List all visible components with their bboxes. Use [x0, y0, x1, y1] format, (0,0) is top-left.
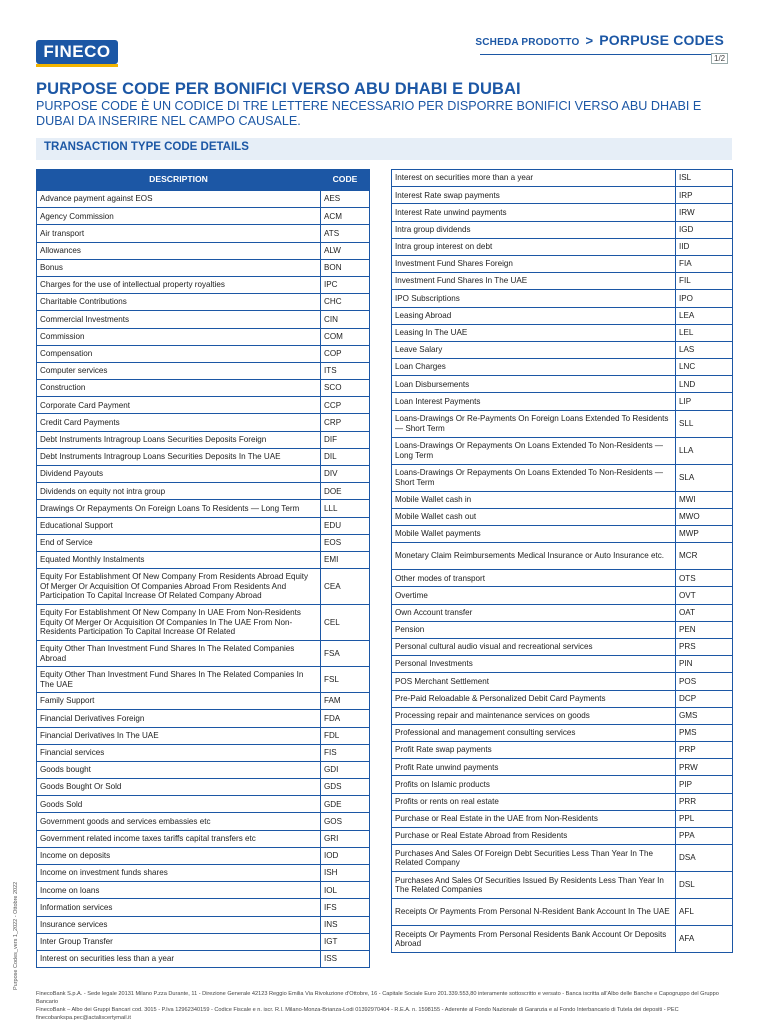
description-cell: Monetary Claim Reimbursements Medical Insurance or Auto Insurance etc.: [392, 543, 676, 570]
description-cell: Personal cultural audio visual and recreational services: [392, 638, 676, 655]
code-cell: DCP: [676, 690, 733, 707]
description-cell: Purchases And Sales Of Securities Issued By Residents Less Than Year In The Related Companies: [392, 872, 676, 899]
code-cell: PPA: [676, 828, 733, 845]
code-cell: IOL: [321, 882, 370, 899]
table-row: [392, 604, 733, 621]
table-row: [37, 517, 370, 534]
description-cell: Corporate Card Payment: [37, 397, 321, 414]
table-row: [392, 290, 733, 307]
code-cell: PMS: [676, 724, 733, 741]
description-cell: Government related income taxes tariffs capital transfers etc: [37, 830, 321, 847]
table-row: [392, 570, 733, 587]
legal-line-1: FinecoBank S.p.A. - Sede legale 20131 Milano P.zza Durante, 11 - Direzione Generale 42123 Reggio Emilia Via Rivoluzione d'Ottobre, 16 - Capitale Sociale Euro 201.339.553,80 interamente sottoscritto e versato - Banca iscritta all'Albo delle Banche e Capogruppo del Gruppo Bancario: [36, 991, 719, 1005]
description-cell: Leasing Abroad: [392, 307, 676, 324]
code-cell: PRS: [676, 638, 733, 655]
code-cell: PRP: [676, 742, 733, 759]
description-cell: Construction: [37, 380, 321, 397]
description-cell: Leave Salary: [392, 341, 676, 358]
description-cell: Investment Fund Shares Foreign: [392, 255, 676, 272]
table-row: [37, 899, 370, 916]
table-row: [37, 345, 370, 362]
code-cell: IGD: [676, 221, 733, 238]
code-cell: OAT: [676, 604, 733, 621]
description-cell: Overtime: [392, 587, 676, 604]
code-cell: MCR: [676, 543, 733, 570]
description-cell: Dividends on equity not intra group: [37, 483, 321, 500]
table-row: [392, 255, 733, 272]
code-cell: IPO: [676, 290, 733, 307]
code-cell: PIN: [676, 656, 733, 673]
table-row: [392, 204, 733, 221]
table-row: [37, 667, 370, 693]
table-row: [37, 362, 370, 379]
description-cell: Own Account transfer: [392, 604, 676, 621]
description-cell: Intra group dividends: [392, 221, 676, 238]
code-cell: DIV: [321, 466, 370, 483]
description-cell: Government goods and services embassies etc: [37, 813, 321, 830]
code-cell: SLA: [676, 464, 733, 491]
table-row: [392, 587, 733, 604]
description-cell: Computer services: [37, 362, 321, 379]
description-cell: Goods Sold: [37, 796, 321, 813]
table-row: [37, 397, 370, 414]
code-cell: PEN: [676, 621, 733, 638]
code-cell: OTS: [676, 570, 733, 587]
description-cell: Commission: [37, 328, 321, 345]
table-row: [37, 916, 370, 933]
code-cell: ACM: [321, 208, 370, 225]
description-cell: Equity For Establishment Of New Company In UAE From Non-Residents Equity Of Merger Or Acquisition Of Companies In The UAE From Non-Residents Participation To Capital Increase Of Related: [37, 605, 321, 641]
table-row: [392, 656, 733, 673]
description-cell: Loan Disbursements: [392, 376, 676, 393]
code-cell: SLL: [676, 410, 733, 437]
code-cell: MWP: [676, 526, 733, 543]
description-cell: IPO Subscriptions: [392, 290, 676, 307]
code-cell: SCO: [321, 380, 370, 397]
table-row: [392, 543, 733, 570]
description-cell: Drawings Or Repayments On Foreign Loans To Residents — Long Term: [37, 500, 321, 517]
code-cell: IRW: [676, 204, 733, 221]
code-cell: EMI: [321, 551, 370, 568]
code-cell: IOD: [321, 847, 370, 864]
code-cell: PRW: [676, 759, 733, 776]
document-version-note: Purpose Codes_vers 1_2022 - Ottobre 2022: [13, 881, 19, 990]
description-cell: Financial services: [37, 744, 321, 761]
description-cell: Commercial Investments: [37, 311, 321, 328]
table-row: [37, 191, 370, 208]
table-row: [37, 847, 370, 864]
code-cell: FSL: [321, 667, 370, 693]
table-row: [37, 276, 370, 293]
description-cell: Loan Interest Payments: [392, 393, 676, 410]
table-row: [392, 410, 733, 437]
table-row: [37, 882, 370, 899]
table-row: [37, 813, 370, 830]
code-cell: ISL: [676, 170, 733, 187]
code-cell: DOE: [321, 483, 370, 500]
table-row: [37, 865, 370, 882]
code-cell: LIP: [676, 393, 733, 410]
table-row: [37, 761, 370, 778]
description-cell: Credit Card Payments: [37, 414, 321, 431]
table-row: [37, 431, 370, 448]
code-cell: DSL: [676, 872, 733, 899]
description-cell: Purchase or Real Estate in the UAE from Non-Residents: [392, 810, 676, 827]
code-cell: PRR: [676, 793, 733, 810]
code-cell: EDU: [321, 517, 370, 534]
table-row: [392, 376, 733, 393]
code-cell: DIF: [321, 431, 370, 448]
code-cell: PPL: [676, 810, 733, 827]
description-cell: Loan Charges: [392, 359, 676, 376]
code-cell: GDI: [321, 761, 370, 778]
table-row: [37, 933, 370, 950]
code-cell: LND: [676, 376, 733, 393]
description-header: DESCRIPTION: [37, 170, 321, 191]
description-cell: Loans-Drawings Or Re-Payments On Foreign Loans Extended To Residents — Short Term: [392, 410, 676, 437]
table-row: [392, 238, 733, 255]
code-cell: FIS: [321, 744, 370, 761]
code-cell: ISS: [321, 950, 370, 967]
section-title: TRANSACTION TYPE CODE DETAILS: [44, 141, 249, 153]
description-cell: Pre-Paid Reloadable & Personalized Debit Card Payments: [392, 690, 676, 707]
code-cell: GDS: [321, 779, 370, 796]
description-cell: Educational Support: [37, 517, 321, 534]
code-cell: CEA: [321, 569, 370, 605]
table-row: [392, 359, 733, 376]
code-cell: ALW: [321, 242, 370, 259]
table-row: [37, 294, 370, 311]
code-cell: OVT: [676, 587, 733, 604]
code-cell: FIA: [676, 255, 733, 272]
table-row: [37, 950, 370, 967]
description-cell: POS Merchant Settlement: [392, 673, 676, 690]
code-cell: GRI: [321, 830, 370, 847]
page-header: [0, 0, 768, 70]
description-cell: Interest Rate swap payments: [392, 187, 676, 204]
code-cell: FAM: [321, 693, 370, 710]
description-cell: Interest on securities less than a year: [37, 950, 321, 967]
page-number: 1/2: [711, 53, 728, 64]
table-row: [392, 324, 733, 341]
description-cell: Charitable Contributions: [37, 294, 321, 311]
description-cell: Personal Investments: [392, 656, 676, 673]
description-cell: Income on investment funds shares: [37, 865, 321, 882]
table-row: [392, 759, 733, 776]
code-cell: CIN: [321, 311, 370, 328]
table-row: [392, 845, 733, 872]
table-row: [37, 414, 370, 431]
description-cell: Profits or rents on real estate: [392, 793, 676, 810]
breadcrumb-section: SCHEDA PRODOTTO: [475, 37, 580, 48]
fineco-logo: FINECO: [36, 40, 118, 64]
code-cell: ITS: [321, 362, 370, 379]
table-row: [392, 187, 733, 204]
description-cell: Leasing In The UAE: [392, 324, 676, 341]
code-cell: BON: [321, 259, 370, 276]
description-cell: Interest Rate unwind payments: [392, 204, 676, 221]
table-header-row: [37, 170, 370, 191]
description-cell: Agency Commission: [37, 208, 321, 225]
code-cell: AES: [321, 191, 370, 208]
table-row: [37, 551, 370, 568]
codes-table-left: [36, 169, 370, 968]
description-cell: Mobile Wallet cash in: [392, 491, 676, 508]
table-row: [392, 810, 733, 827]
code-cell: LLA: [676, 437, 733, 464]
table-row: [37, 744, 370, 761]
code-cell: AFL: [676, 899, 733, 926]
table-row: [392, 690, 733, 707]
table-row: [392, 638, 733, 655]
table-row: [37, 727, 370, 744]
description-cell: Bonus: [37, 259, 321, 276]
description-cell: Income on loans: [37, 882, 321, 899]
code-cell: GDE: [321, 796, 370, 813]
table-row: [37, 500, 370, 517]
table-row: [392, 724, 733, 741]
description-cell: Dividend Payouts: [37, 466, 321, 483]
code-cell: EOS: [321, 534, 370, 551]
table-row: [392, 221, 733, 238]
description-cell: Profits on Islamic products: [392, 776, 676, 793]
table-row: [392, 926, 733, 953]
description-cell: Allowances: [37, 242, 321, 259]
table-row: [37, 693, 370, 710]
description-cell: Mobile Wallet payments: [392, 526, 676, 543]
description-cell: Goods bought: [37, 761, 321, 778]
table-row: [37, 328, 370, 345]
description-cell: Profit Rate swap payments: [392, 742, 676, 759]
page-subtitle: PURPOSE CODE È UN CODICE DI TRE LETTERE NECESSARIO PER DISPORRE BONIFICI VERSO ABU DHABI E DUBAI DA INSERIRE NEL CAMPO CAUSALE.: [36, 99, 702, 128]
table-row: [37, 380, 370, 397]
table-row: [37, 448, 370, 465]
table-row: [37, 779, 370, 796]
description-cell: Equated Monthly Instalments: [37, 551, 321, 568]
description-cell: Intra group interest on debt: [392, 238, 676, 255]
chevron-right-icon: >: [585, 33, 594, 48]
code-cell: INS: [321, 916, 370, 933]
code-cell: AFA: [676, 926, 733, 953]
code-cell: DIL: [321, 448, 370, 465]
table-row: [392, 621, 733, 638]
table-row: [37, 569, 370, 605]
code-cell: CCP: [321, 397, 370, 414]
code-cell: LEL: [676, 324, 733, 341]
code-cell: LNC: [676, 359, 733, 376]
code-cell: FDA: [321, 710, 370, 727]
description-cell: Purchases And Sales Of Foreign Debt Securities Less Than Year In The Related Company: [392, 845, 676, 872]
code-cell: FDL: [321, 727, 370, 744]
logo-accent-bar: [36, 64, 118, 67]
code-cell: ISH: [321, 865, 370, 882]
description-cell: Debt Instruments Intragroup Loans Securities Deposits Foreign: [37, 431, 321, 448]
table-row: [392, 673, 733, 690]
code-cell: IID: [676, 238, 733, 255]
code-cell: POS: [676, 673, 733, 690]
description-cell: Professional and management consulting services: [392, 724, 676, 741]
code-cell: COP: [321, 345, 370, 362]
legal-line-2: FinecoBank – Albo dei Gruppi Bancari cod. 3015 - P.Iva 12962340159 - Codice Fiscale e n. iscr. R.I. Milano-Monza-Brianza-Lodi 01392970404 - R.E.A. n. 1598155 - Aderente al Fondo Nazionale di Garanzia e al Fondo Interbancario di Tutela dei depositi - PEC finecobankspa.pec@actaliscertymail.it: [36, 1007, 679, 1021]
description-cell: End of Service: [37, 534, 321, 551]
table-row: [392, 393, 733, 410]
code-cell: LEA: [676, 307, 733, 324]
description-cell: Purchase or Real Estate Abroad from Residents: [392, 828, 676, 845]
table-row: [392, 899, 733, 926]
description-cell: Air transport: [37, 225, 321, 242]
table-row: [37, 242, 370, 259]
description-cell: Profit Rate unwind payments: [392, 759, 676, 776]
code-cell: GMS: [676, 707, 733, 724]
table-row: [392, 341, 733, 358]
code-cell: COM: [321, 328, 370, 345]
description-cell: Pension: [392, 621, 676, 638]
description-cell: Receipts Or Payments From Personal Residents Bank Account Or Deposits Abroad: [392, 926, 676, 953]
table-row: [392, 273, 733, 290]
code-cell: MWI: [676, 491, 733, 508]
description-cell: Goods Bought Or Sold: [37, 779, 321, 796]
code-cell: IRP: [676, 187, 733, 204]
table-row: [392, 776, 733, 793]
table-row: [37, 534, 370, 551]
table-row: [37, 259, 370, 276]
description-cell: Financial Derivatives In The UAE: [37, 727, 321, 744]
table-row: [37, 641, 370, 667]
table-row: [37, 208, 370, 225]
description-cell: Advance payment against EOS: [37, 191, 321, 208]
section-header: [36, 138, 732, 160]
table-row: [392, 307, 733, 324]
code-header: CODE: [321, 170, 370, 191]
code-cell: ATS: [321, 225, 370, 242]
table-row: [37, 225, 370, 242]
code-cell: DSA: [676, 845, 733, 872]
description-cell: Receipts Or Payments From Personal N-Resident Bank Account In The UAE: [392, 899, 676, 926]
table-row: [392, 170, 733, 187]
table-row: [392, 508, 733, 525]
table-row: [37, 710, 370, 727]
header-rule: [480, 54, 728, 55]
table-row: [392, 491, 733, 508]
description-cell: Financial Derivatives Foreign: [37, 710, 321, 727]
description-cell: Loans-Drawings Or Repayments On Loans Extended To Non-Residents — Short Term: [392, 464, 676, 491]
table-row: [392, 437, 733, 464]
description-cell: Mobile Wallet cash out: [392, 508, 676, 525]
description-cell: Equity Other Than Investment Fund Shares In The Related Companies In The UAE: [37, 667, 321, 693]
table-row: [392, 793, 733, 810]
table-row: [392, 742, 733, 759]
code-cell: GOS: [321, 813, 370, 830]
description-cell: Inter Group Transfer: [37, 933, 321, 950]
codes-table-right: [391, 169, 733, 953]
table-row: [392, 707, 733, 724]
description-cell: Income on deposits: [37, 847, 321, 864]
table-row: [37, 483, 370, 500]
description-cell: Other modes of transport: [392, 570, 676, 587]
description-cell: Compensation: [37, 345, 321, 362]
description-cell: Interest on securities more than a year: [392, 170, 676, 187]
code-cell: LAS: [676, 341, 733, 358]
code-cell: IGT: [321, 933, 370, 950]
legal-footer: [36, 990, 736, 1022]
breadcrumb: [475, 32, 724, 48]
code-cell: CRP: [321, 414, 370, 431]
description-cell: Equity Other Than Investment Fund Shares In The Related Companies Abroad: [37, 641, 321, 667]
code-cell: CEL: [321, 605, 370, 641]
table-row: [392, 526, 733, 543]
table-row: [392, 464, 733, 491]
table-row: [37, 311, 370, 328]
description-cell: Family Support: [37, 693, 321, 710]
code-cell: CHC: [321, 294, 370, 311]
code-cell: LLL: [321, 500, 370, 517]
table-row: [37, 796, 370, 813]
code-cell: MWO: [676, 508, 733, 525]
code-cell: FSA: [321, 641, 370, 667]
description-cell: Debt Instruments Intragroup Loans Securities Deposits In The UAE: [37, 448, 321, 465]
code-cell: PIP: [676, 776, 733, 793]
description-cell: Information services: [37, 899, 321, 916]
description-cell: Loans-Drawings Or Repayments On Loans Extended To Non-Residents — Long Term: [392, 437, 676, 464]
description-cell: Investment Fund Shares In The UAE: [392, 273, 676, 290]
table-row: [37, 830, 370, 847]
table-row: [37, 466, 370, 483]
description-cell: Charges for the use of intellectual property royalties: [37, 276, 321, 293]
description-cell: Insurance services: [37, 916, 321, 933]
description-cell: Equity For Establishment Of New Company From Residents Abroad Equity Of Merger Or Acquisition Of Companies Abroad From Residents And Participation To Capital Increase Of Related Company Abroad: [37, 569, 321, 605]
code-cell: IPC: [321, 276, 370, 293]
page-title: PURPOSE CODE PER BONIFICI VERSO ABU DHABI E DUBAI: [36, 80, 521, 98]
code-cell: FIL: [676, 273, 733, 290]
table-row: [37, 605, 370, 641]
description-cell: Processing repair and maintenance services on goods: [392, 707, 676, 724]
breadcrumb-current: PORPUSE CODES: [599, 32, 724, 48]
table-row: [392, 872, 733, 899]
table-row: [392, 828, 733, 845]
code-cell: IFS: [321, 899, 370, 916]
